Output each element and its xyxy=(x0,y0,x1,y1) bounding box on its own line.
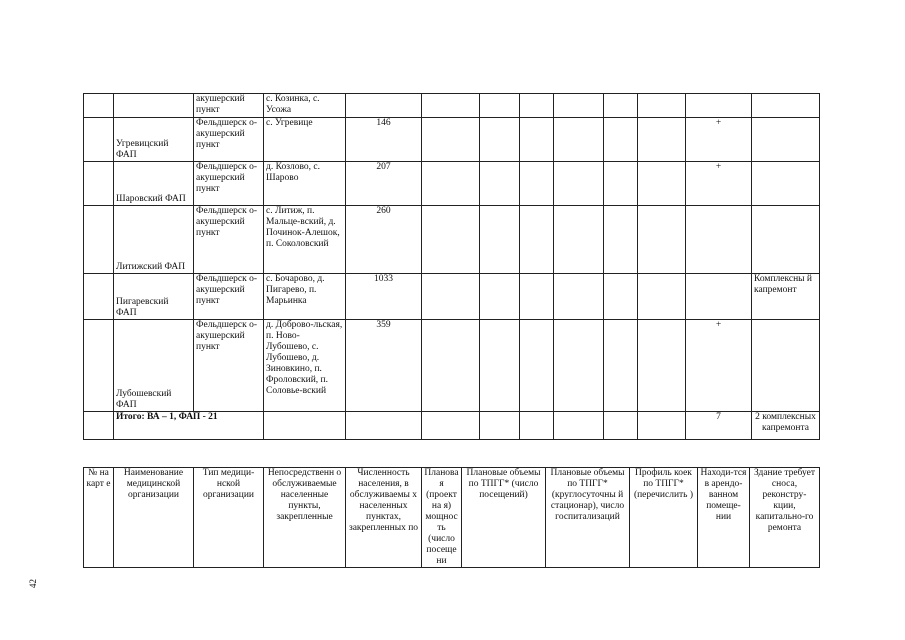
repair-note-cell xyxy=(752,162,820,206)
empty-cell xyxy=(554,274,604,320)
empty-cell xyxy=(604,320,638,412)
table-row xyxy=(84,320,820,412)
table-row xyxy=(84,162,820,206)
facility-name: Шаровский ФАП xyxy=(114,162,194,206)
empty-cell xyxy=(346,412,422,440)
table-header-repeat xyxy=(83,467,820,568)
facility-name: Пигаревский ФАП xyxy=(114,274,194,320)
table-row xyxy=(84,206,820,274)
settlements-cell: с. Литиж, п. Мальце-вский, д. Починок-Алешок, п. Соколовский xyxy=(264,206,346,274)
column-header: Тип медици-нской организации xyxy=(194,468,264,568)
column-header: Наименование медицинской организации xyxy=(114,468,194,568)
empty-cell xyxy=(554,412,604,440)
empty-cell xyxy=(264,412,346,440)
empty-cell xyxy=(480,94,520,118)
empty-cell xyxy=(422,274,480,320)
total-label: Итого: ВА – 1, ФАП - 21 xyxy=(114,412,264,440)
empty-cell xyxy=(520,118,554,162)
column-header: Плановая (проектна я) мощность (число посещени xyxy=(422,468,462,568)
rent-mark-cell xyxy=(686,206,752,274)
empty-cell xyxy=(520,206,554,274)
page-number: 42 xyxy=(28,579,38,588)
empty-cell xyxy=(638,412,686,440)
facility-type: Фельдшерск о-акушерский пункт xyxy=(194,118,264,162)
empty-cell xyxy=(638,320,686,412)
facility-name xyxy=(114,94,194,118)
empty-cell xyxy=(604,94,638,118)
table-row xyxy=(84,118,820,162)
repair-note-cell xyxy=(752,206,820,274)
settlements-cell: д. Доброво-льская, п. Ново-Лубошево, с. Лубошево, д. Зиновкино, п. Фроловский, п. Соловье-вский xyxy=(264,320,346,412)
empty-cell xyxy=(480,320,520,412)
rent-mark-cell xyxy=(686,274,752,320)
facility-name: Литижский ФАП xyxy=(114,206,194,274)
empty-cell xyxy=(422,206,480,274)
num-cell xyxy=(84,206,114,274)
num-cell xyxy=(84,162,114,206)
rent-mark-cell: + xyxy=(686,320,752,412)
repair-note-cell xyxy=(752,118,820,162)
table-row xyxy=(84,274,820,320)
empty-cell xyxy=(638,274,686,320)
empty-cell xyxy=(520,412,554,440)
column-header: Плановые объемы по ТПГГ* (число посещений) xyxy=(462,468,546,568)
column-header: Непосредственн о обслуживаемые населенные пункты, закрепленные xyxy=(264,468,346,568)
empty-cell xyxy=(604,118,638,162)
settlements-cell: с. Козинка, с. Усожа xyxy=(264,94,346,118)
num-cell xyxy=(84,94,114,118)
facility-type: Фельдшерск о-акушерский пункт xyxy=(194,162,264,206)
repair-note-cell: Комплексны й капремонт xyxy=(752,274,820,320)
population-cell: 207 xyxy=(346,162,422,206)
empty-cell xyxy=(554,94,604,118)
total-mark: 7 xyxy=(686,412,752,440)
empty-cell xyxy=(638,94,686,118)
facility-name: Лубошевский ФАП xyxy=(114,320,194,412)
empty-cell xyxy=(480,206,520,274)
empty-cell xyxy=(554,118,604,162)
empty-cell xyxy=(604,412,638,440)
header-row xyxy=(84,468,820,568)
table-row xyxy=(84,94,820,118)
empty-cell xyxy=(520,94,554,118)
num-cell xyxy=(84,274,114,320)
empty-cell xyxy=(520,320,554,412)
column-header: Плановые объемы по ТПГГ* (круглосуточны й стационар), число госпитализаций xyxy=(546,468,630,568)
empty-cell xyxy=(554,320,604,412)
empty-cell xyxy=(638,206,686,274)
repair-note-cell xyxy=(752,320,820,412)
population-cell xyxy=(346,94,422,118)
num-cell xyxy=(84,118,114,162)
empty-cell xyxy=(520,274,554,320)
empty-cell xyxy=(638,162,686,206)
empty-cell xyxy=(520,162,554,206)
column-header: Численность населения, в обслуживаемы х населенных пунктах, закрепленных по xyxy=(346,468,422,568)
num-cell xyxy=(84,412,114,440)
empty-cell xyxy=(554,162,604,206)
total-row xyxy=(84,412,820,440)
settlements-cell: д. Козлово, с. Шарово xyxy=(264,162,346,206)
empty-cell xyxy=(422,162,480,206)
rent-mark-cell: + xyxy=(686,118,752,162)
column-header: Находи-тся в арендо-ванном помеще-нии xyxy=(698,468,750,568)
column-header: Профиль коек по ТПГГ* (перечислить ) xyxy=(630,468,698,568)
settlements-cell: с. Угревице xyxy=(264,118,346,162)
population-cell: 359 xyxy=(346,320,422,412)
empty-cell xyxy=(480,118,520,162)
empty-cell xyxy=(480,412,520,440)
empty-cell xyxy=(554,206,604,274)
facility-type: Фельдшерск о-акушерский пункт xyxy=(194,320,264,412)
facility-name: Угревицский ФАП xyxy=(114,118,194,162)
population-cell: 146 xyxy=(346,118,422,162)
column-header: № на карт е xyxy=(84,468,114,568)
facility-type: акушерский пункт xyxy=(194,94,264,118)
settlements-cell: с. Бочарово, д. Пигарево, п. Марьинка xyxy=(264,274,346,320)
empty-cell xyxy=(604,274,638,320)
empty-cell xyxy=(422,118,480,162)
num-cell xyxy=(84,320,114,412)
column-header: Здание требует сноса, реконстру-кции, капитально-го ремонта xyxy=(750,468,820,568)
population-cell: 1033 xyxy=(346,274,422,320)
rent-mark-cell xyxy=(686,94,752,118)
rent-mark-cell: + xyxy=(686,162,752,206)
total-note: 2 комплексных капремонта xyxy=(752,412,820,440)
repair-note-cell xyxy=(752,94,820,118)
empty-cell xyxy=(422,94,480,118)
empty-cell xyxy=(604,206,638,274)
facility-type: Фельдшерск о-акушерский пункт xyxy=(194,206,264,274)
empty-cell xyxy=(480,162,520,206)
empty-cell xyxy=(638,118,686,162)
empty-cell xyxy=(422,412,480,440)
empty-cell xyxy=(480,274,520,320)
facility-type: Фельдшерск о-акушерский пункт xyxy=(194,274,264,320)
facilities-table xyxy=(83,93,820,440)
population-cell: 260 xyxy=(346,206,422,274)
empty-cell xyxy=(422,320,480,412)
empty-cell xyxy=(604,162,638,206)
